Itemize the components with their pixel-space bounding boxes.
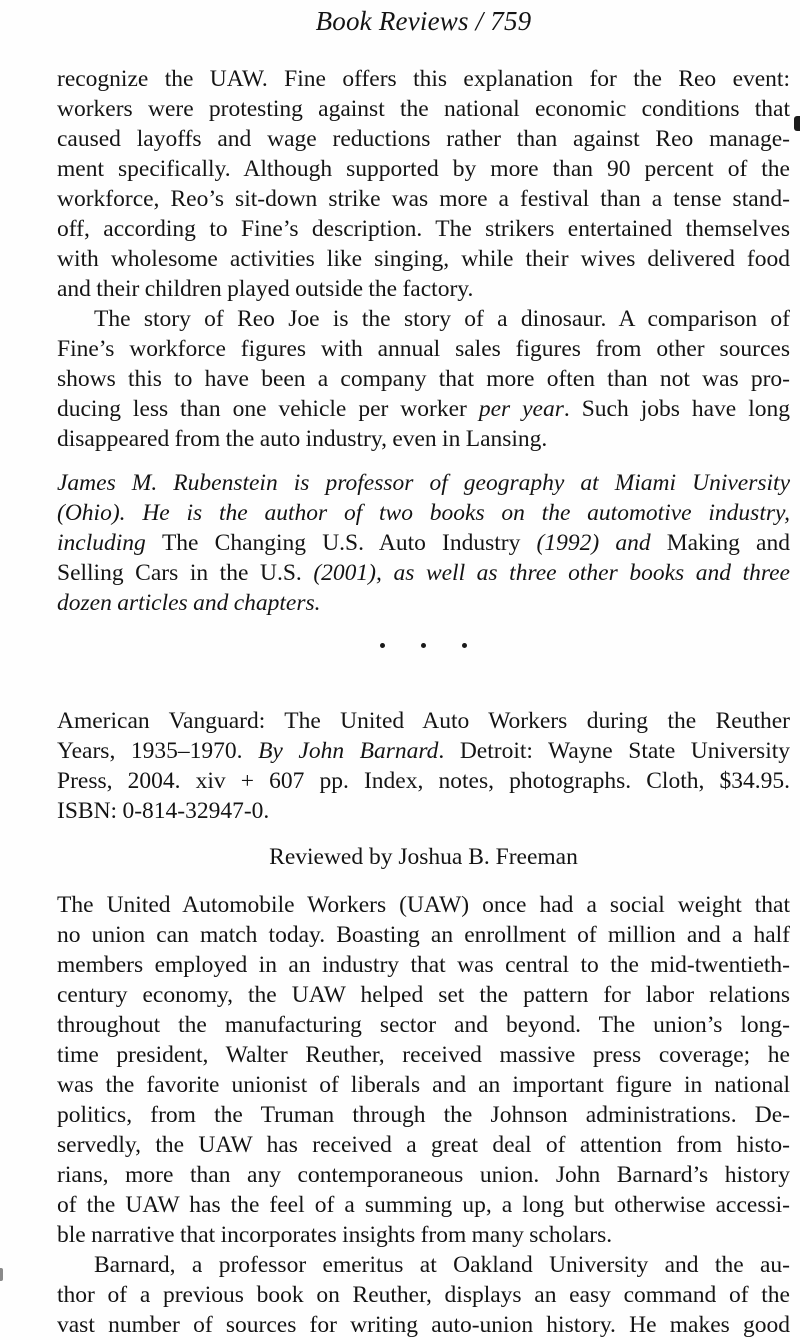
text-column — [57, 64, 790, 1340]
page-header: Book Reviews / 759 — [315, 6, 532, 36]
reviewer-bio — [57, 468, 790, 618]
text-line: thor of a previous book on Reuther, displays an easy command of the — [57, 1282, 790, 1308]
text-line: recognize the UAW. Fine offers this explanation for the Reo event: — [57, 66, 790, 92]
text-line: including The Changing U.S. Auto Industry (1992) and Making and — [57, 530, 790, 556]
text-line: shows this to have been a company that more often than not was pro- — [57, 366, 790, 392]
text-line: vast number of sources for writing auto-union history. He makes good — [57, 1312, 790, 1338]
text-line: throughout the manufacturing sector and beyond. The union’s long- — [57, 1012, 790, 1038]
text-line: off, according to Fine’s description. The strikers entertained themselves — [57, 216, 790, 242]
reviewer-byline: Reviewed by Joshua B. Freeman — [269, 844, 578, 870]
text-line: ment specifically. Although supported by more than 90 percent of the — [57, 156, 790, 182]
text-line: time president, Walter Reuther, received massive press coverage; he — [57, 1042, 790, 1068]
text-line: Press, 2004. xiv + 607 pp. Index, notes, photographs. Cloth, $34.95. — [57, 768, 790, 794]
text-line: The story of Reo Joe is the story of a dinosaur. A comparison of — [94, 306, 790, 332]
text-line: no union can match today. Boasting an enrollment of million and a half — [57, 922, 790, 948]
text-content — [57, 6, 790, 1340]
section-separator — [57, 642, 790, 648]
text-line: Years, 1935–1970. By John Barnard. Detroit: Wayne State University — [57, 738, 791, 764]
text-line: ducing less than one vehicle per worker per year. Such jobs have long — [57, 396, 790, 422]
text-line: The United Automobile Workers (UAW) once had a social weight that — [57, 892, 790, 918]
book-citation — [57, 706, 790, 826]
separator-dot — [462, 643, 467, 648]
text-line: rians, more than any contemporaneous union. John Barnard’s history — [57, 1162, 790, 1188]
text-line: caused layoffs and wage reductions rather than against Reo manage- — [57, 126, 790, 152]
text-line: dozen articles and chapters. — [57, 590, 321, 616]
scan-artifact-right-edge — [794, 116, 800, 131]
text-line: ble narrative that incorporates insights from many scholars. — [57, 1222, 613, 1248]
separator-dot — [380, 643, 385, 648]
text-line: politics, from the Truman through the Johnson administrations. De- — [57, 1102, 790, 1128]
review-2-paragraph-1 — [57, 890, 790, 1250]
review-1-paragraph — [57, 64, 790, 304]
text-line: American Vanguard: The United Auto Workers during the Reuther — [57, 708, 790, 734]
text-line: Fine’s workforce figures with annual sales figures from other sources — [57, 336, 790, 362]
scan-artifact-left-edge — [0, 1268, 3, 1281]
text-line: disappeared from the auto industry, even in Lansing. — [57, 426, 548, 452]
separator-dot — [421, 643, 426, 648]
text-line: (Ohio). He is the author of two books on the automotive industry, — [57, 500, 790, 526]
review-2-paragraph-2 — [57, 1250, 790, 1340]
text-line: workers were protesting against the national economic conditions that — [57, 96, 790, 122]
text-line: Barnard, a professor emeritus at Oakland University and the au- — [94, 1252, 790, 1278]
text-line: was the favorite unionist of liberals and an important figure in national — [57, 1072, 790, 1098]
text-line: and their children played outside the factory. — [57, 276, 474, 302]
text-line: servedly, the UAW has received a great deal of attention from histo- — [57, 1132, 790, 1158]
text-line: with wholesome activities like singing, while their wives delivered food — [57, 246, 790, 272]
text-line: Selling Cars in the U.S. (2001), as well as three other books and three — [57, 560, 790, 586]
review-1-closing-paragraph — [57, 304, 790, 454]
text-line: ISBN: 0-814-32947-0. — [57, 798, 270, 824]
text-line: of the UAW has the feel of a summing up, a long but otherwise accessi- — [57, 1192, 790, 1218]
text-line: century economy, the UAW helped set the pattern for labor relations — [57, 982, 790, 1008]
text-line: workforce, Reo’s sit-down strike was more a festival than a tense stand- — [57, 186, 790, 212]
text-line: James M. Rubenstein is professor of geography at Miami University — [57, 470, 790, 496]
text-line: members employed in an industry that was central to the mid-twentieth- — [57, 952, 790, 978]
